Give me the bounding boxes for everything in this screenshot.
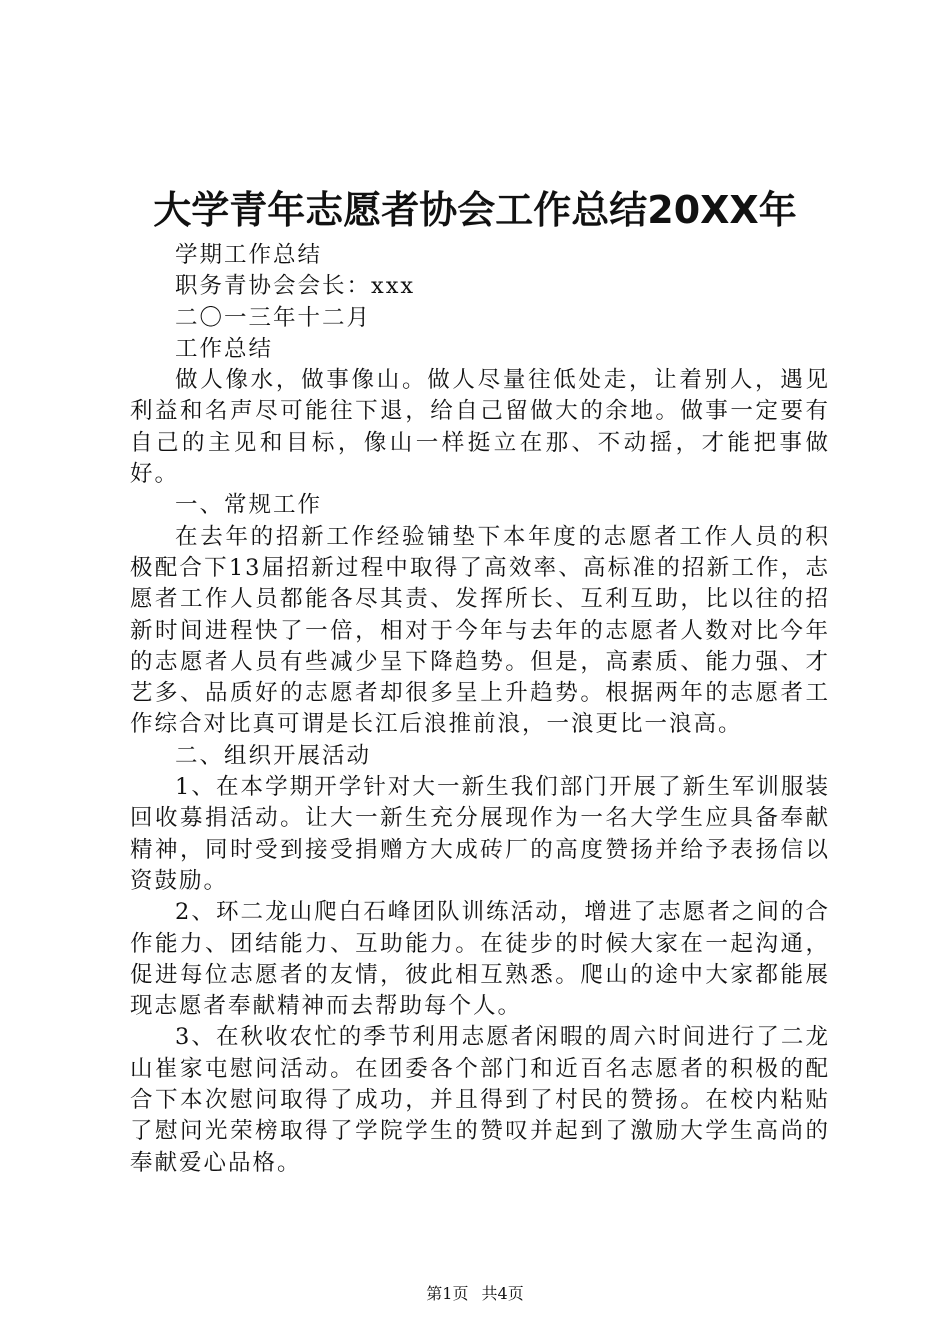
page-footer <box>0 1284 950 1304</box>
paragraph-date: 二〇一三年十二月 <box>175 304 372 331</box>
page-number: 第1页 <box>426 1284 469 1303</box>
paragraph-position: 职务青协会会长：xxx <box>175 273 416 300</box>
paragraph-activity-2: 2、环二龙山爬白石峰团队训练活动，增进了志愿者之间的合作能力、团结能力、互助能力。在徒步的时候大家在一起沟通，促进每位志愿者的友情，彼此相互熟悉。爬山的途中大家都能展现志愿者奉献精神而去帮助每个人。 <box>130 899 830 1020</box>
page-total: 共4页 <box>481 1284 524 1303</box>
paragraph-subtitle: 学期工作总结 <box>175 242 323 268</box>
section-heading-routine: 一、常规工作 <box>175 492 323 519</box>
paragraph-intro: 做人像水，做事像山。做人尽量往低处走，让着别人，遇见利益和名声尽可能往下退，给自己留做大的余地。做事一定要有自己的主见和目标，像山一样挺立在那、不动摇，才能把事做好。 <box>130 367 830 488</box>
paragraph-activity-3: 3、在秋收农忙的季节利用志愿者闲暇的周六时间进行了二龙山崔家屯慰问活动。在团委各个部门和近百名志愿者的积极的配合下本次慰问取得了成功，并且得到了村民的赞扬。在校内粘贴了慰问光荣榜取得了学院学生的赞叹并起到了激励大学生高尚的奉献爱心品格。 <box>130 1024 830 1176</box>
paragraph-heading-summary: 工作总结 <box>175 335 274 362</box>
document-body <box>130 240 830 1179</box>
document-title: 大学青年志愿者协会工作总结20XX年 <box>153 188 797 232</box>
section-heading-activities: 二、组织开展活动 <box>175 742 372 769</box>
paragraph-activity-1: 1、在本学期开学针对大一新生我们部门开展了新生军训服装回收募捐活动。让大一新生充分展现作为一名大学生应具备奉献精神，同时受到接受捐赠方大成砖厂的高度赞扬并给予表扬信以资鼓励。 <box>130 774 830 894</box>
paragraph-routine: 在去年的招新工作经验铺垫下本年度的志愿者工作人员的积极配合下13届招新过程中取得了高效率、高标准的招新工作，志愿者工作人员都能各尽其责、发挥所长、互利互助，比以往的招新时间进程快了一倍，相对于今年与去年的志愿者人数对比今年的志愿者人员有些减少呈下降趋势。但是，高素质、能力强、才艺多、品质好的志愿者却很多呈上升趋势。根据两年的志愿者工作综合对比真可谓是长江后浪推前浪，一浪更比一浪高。 <box>130 523 830 738</box>
